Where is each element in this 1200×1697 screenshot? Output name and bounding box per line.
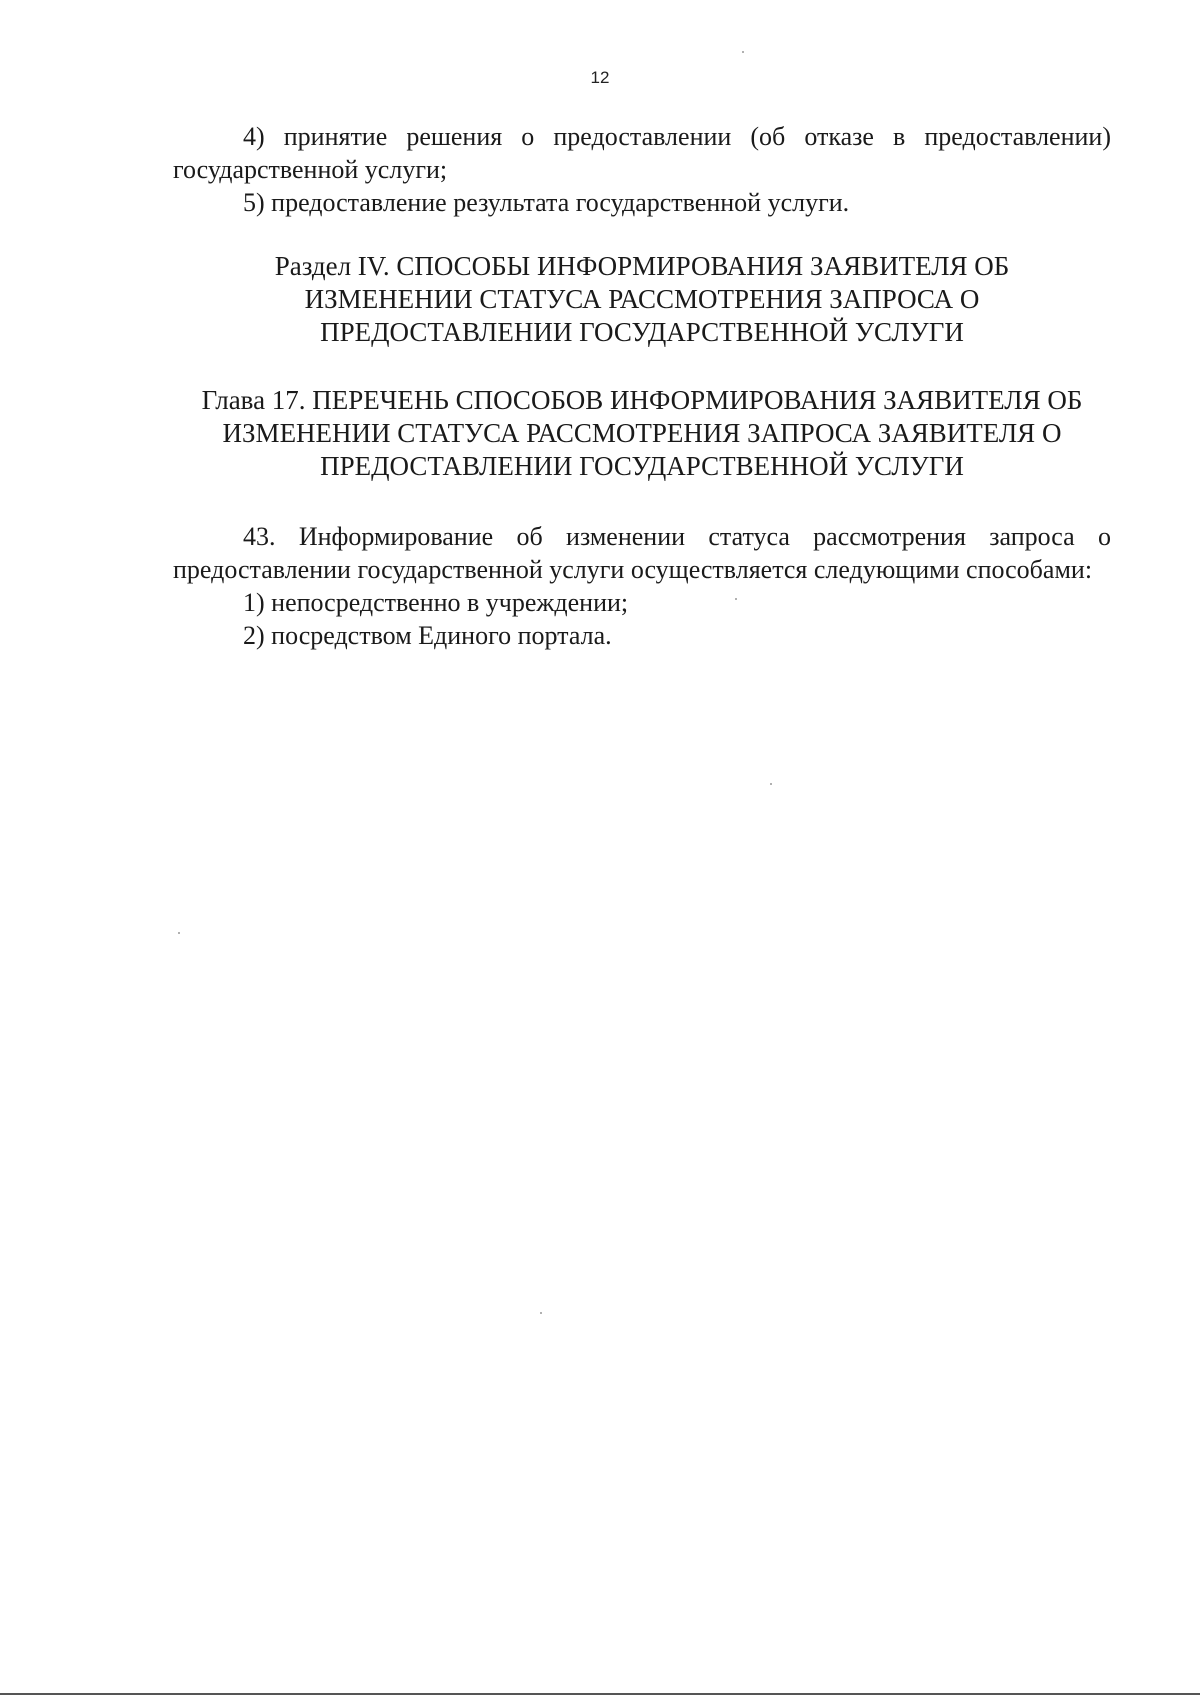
chapter-heading-line: Глава 17. ПЕРЕЧЕНЬ СПОСОБОВ ИНФОРМИРОВАНИЯ ЗАЯВИТЕЛЯ ОБ bbox=[201, 385, 1083, 415]
scan-speck bbox=[742, 51, 744, 53]
section-heading-line: ПРЕДОСТАВЛЕНИИ ГОСУДАРСТВЕННОЙ УСЛУГИ bbox=[320, 317, 964, 347]
clause-43-text: 43. Информирование об изменении статуса рассмотрения запроса о предоставлении государственной услуги осуществляется следующими способами: bbox=[173, 522, 1111, 584]
scan-edge-line bbox=[0, 1693, 1200, 1695]
list-item: 4) принятие решения о предоставлении (об отказе в предоставлении) государственной услуги; bbox=[173, 122, 1111, 184]
list-item: 5) предоставление результата государственной услуги. bbox=[243, 188, 850, 217]
chapter-heading-line: ИЗМЕНЕНИИ СТАТУСА РАССМОТРЕНИЯ ЗАПРОСА ЗАЯВИТЕЛЯ О bbox=[222, 418, 1062, 448]
page-number: 12 bbox=[590, 68, 610, 87]
chapter-heading bbox=[173, 384, 1111, 483]
clause-43 bbox=[173, 520, 1111, 652]
section-heading-line: Раздел IV. СПОСОБЫ ИНФОРМИРОВАНИЯ ЗАЯВИТЕЛЯ ОБ bbox=[274, 251, 1010, 281]
scan-speck bbox=[178, 932, 180, 934]
section-heading-line: ИЗМЕНЕНИИ СТАТУСА РАССМОТРЕНИЯ ЗАПРОСА О bbox=[304, 284, 980, 314]
section-heading bbox=[173, 250, 1111, 349]
list-item: 2) посредством Единого портала. bbox=[243, 621, 612, 650]
list-item: 1) непосредственно в учреждении; bbox=[243, 588, 629, 617]
list-continuation bbox=[173, 120, 1111, 219]
scan-speck bbox=[735, 598, 737, 600]
chapter-heading-line: ПРЕДОСТАВЛЕНИИ ГОСУДАРСТВЕННОЙ УСЛУГИ bbox=[320, 451, 964, 481]
scan-speck bbox=[770, 783, 772, 785]
scan-speck bbox=[540, 1312, 542, 1314]
